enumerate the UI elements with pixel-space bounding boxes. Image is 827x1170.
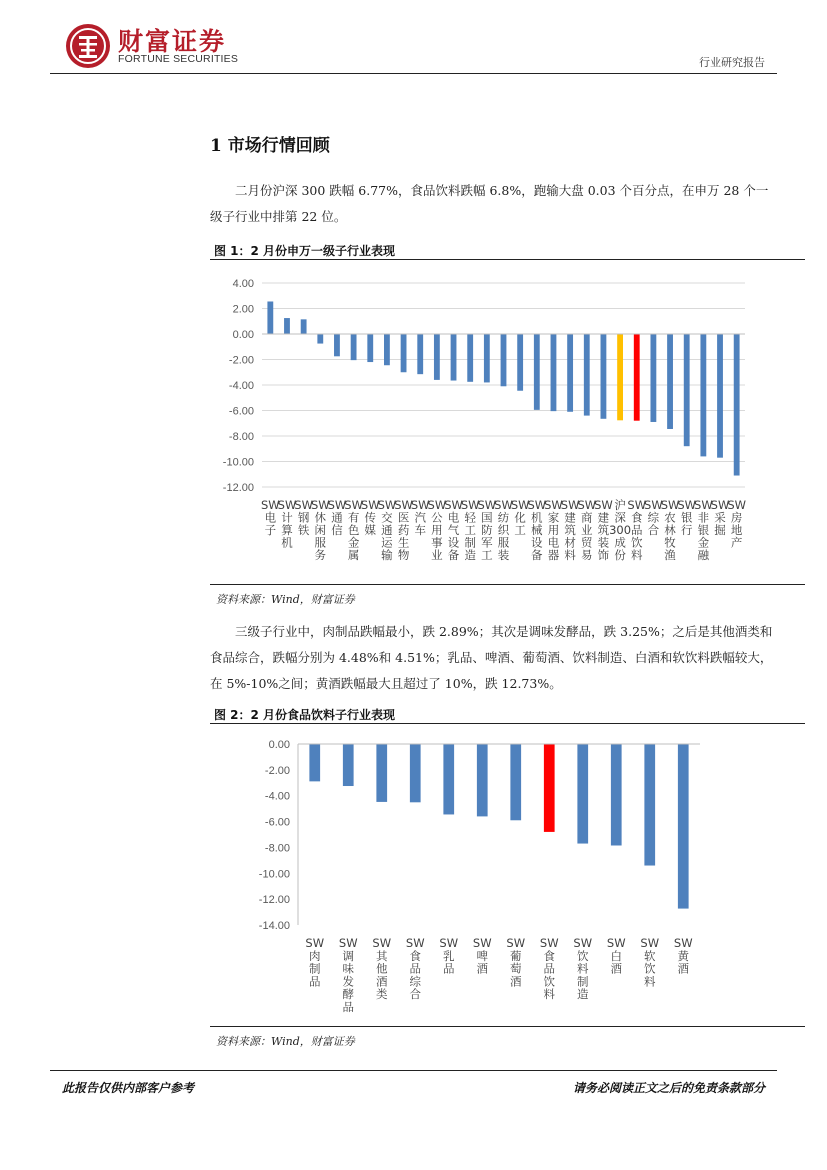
chart-food-beverage-subindustries: [210, 725, 805, 1025]
chart1-category-label: SW 计算机: [277, 498, 297, 550]
chart1-bar: [317, 334, 323, 344]
chart1-ytick-label: -10.00: [222, 456, 254, 469]
chart2-bar: [477, 744, 488, 816]
chart2-category-label: SW 乳品: [439, 936, 459, 976]
chart1-ytick-label: 0.00: [232, 329, 254, 341]
chart1-ytick-label: -8.00: [228, 431, 254, 443]
chart2-ytick-label: -12.00: [258, 894, 290, 907]
chart1-category-label: SW 电气设备: [444, 498, 463, 562]
chart1-bar: [501, 334, 507, 386]
chart2-category-label: SW 调味发酵品: [338, 936, 358, 1014]
chart1-category-label: SW 非银金融: [694, 498, 713, 562]
chart2-bar: [510, 744, 521, 820]
chart1-category-label: SW 医药生物: [394, 498, 413, 562]
chart1-category-label: 沪深 300 成份: [609, 498, 632, 562]
chart2-bar: [309, 744, 320, 781]
chart2-category-label: SW 其他酒类: [372, 936, 392, 1002]
chart2-bar: [577, 744, 588, 844]
chart1-bar: [551, 334, 557, 411]
chart2-category-label: SW 食品综合: [405, 936, 425, 1002]
chart1-category-label: SW 钢铁: [294, 498, 313, 537]
chart1-category-label: SW 商业贸易: [577, 498, 597, 562]
chart1-bar: [717, 334, 723, 458]
section-title: 1 市场行情回顾: [210, 136, 330, 156]
chart1-bar: [634, 334, 640, 421]
chart1-bar: [534, 334, 540, 410]
chart1-bar: [617, 334, 623, 420]
chart1-category-label: SW 农林牧渔: [660, 498, 680, 562]
chart1-ytick-label: 4.00: [232, 278, 254, 290]
chart1-bar: [734, 334, 740, 476]
chart1-bar: [367, 334, 373, 362]
chart1-category-label: SW 交通运输: [377, 498, 397, 562]
chart1-bar: [517, 334, 523, 391]
chart1-bar: [451, 334, 457, 381]
chart2-category-label: SW 饮料制造: [573, 936, 593, 1002]
chart1-category-label: SW 家用电器: [544, 498, 563, 562]
chart1-bar: [567, 334, 573, 412]
figure1-top-rule: [210, 259, 805, 260]
chart2-bar: [611, 744, 622, 845]
chart2-bar: [376, 744, 387, 802]
chart1-bar: [650, 334, 656, 422]
chart2-bar: [544, 744, 555, 832]
chart2-ytick-label: -6.00: [264, 816, 290, 829]
chart1-bar: [667, 334, 673, 429]
chart2-bar: [343, 744, 354, 786]
paragraph-market-review: 二月份沪深 300 跌幅 6.77%，食品饮料跌幅 6.8%，跑输大盘 0.03 个百分点，在申万 28 个一级子行业中排第 22 位。: [210, 183, 769, 224]
chart1-category-label: SW 机械设备: [527, 498, 547, 562]
chart1-bar: [484, 334, 490, 382]
chart1-category-label: SW 银行: [677, 498, 697, 537]
chart1-category-label: SW 轻工制造: [460, 498, 480, 562]
footer-internal-note: 此报告仅供内部客户参考: [62, 1081, 195, 1095]
chart2-category-label: SW 啤酒: [472, 936, 492, 976]
chart1-ytick-label: 2.00: [232, 303, 254, 316]
chart1-category-label: SW 纺织服装: [494, 498, 513, 562]
chart1-category-label: SW 有色金属: [344, 498, 363, 562]
chart1-bar: [401, 334, 407, 372]
chart1-bar: [684, 334, 690, 446]
report-type-label: 行业研究报告: [699, 56, 765, 69]
chart1-category-label: SW 通信: [327, 498, 347, 537]
chart2-bar: [410, 744, 421, 802]
chart2-category-label: SW 软饮料: [640, 936, 660, 989]
chart1-category-label: SW 建筑材料: [560, 498, 580, 562]
chart2-ytick-label: -4.00: [264, 790, 290, 803]
footer-divider: [50, 1070, 777, 1071]
chart1-ytick-label: -6.00: [228, 405, 254, 418]
chart1-bar: [267, 301, 273, 334]
company-logo: [64, 22, 112, 70]
figure2-title: 图 2：2 月份食品饮料子行业表现: [214, 708, 396, 722]
chart1-category-label: SW 传媒: [360, 498, 380, 537]
chart1-bar: [584, 334, 590, 416]
chart2-bar: [644, 744, 655, 866]
chart2-category-label: SW 葡萄酒: [506, 936, 526, 989]
chart1-ytick-label: -2.00: [228, 354, 254, 367]
chart1-bar: [301, 319, 307, 334]
chart1-category-label: SW 汽车: [410, 498, 430, 537]
chart2-ytick-label: -14.00: [258, 920, 290, 932]
chart2-ytick-label: -10.00: [258, 868, 290, 881]
chart2-category-label: SW 食品饮料: [539, 936, 559, 1002]
chart1-category-label: SW 休闲服务: [310, 498, 330, 562]
brand-name-en: FORTUNE SECURITIES: [118, 53, 239, 65]
chart1-bar: [467, 334, 473, 382]
figure2-top-rule: [210, 723, 805, 724]
chart1-ytick-label: -12.00: [222, 482, 254, 494]
chart1-bar: [384, 334, 390, 365]
chart2-bar: [443, 744, 454, 814]
figure2-bottom-rule: [210, 1026, 805, 1027]
chart1-category-label: SW 食品饮料: [627, 498, 647, 562]
chart1-category-label: SW 建筑装饰: [594, 498, 613, 562]
figure1-title: 图 1：2 月份申万一级子行业表现: [214, 244, 396, 258]
chart1-category-label: SW 采掘: [710, 498, 730, 537]
paragraph-subindustry: 三级子行业中，肉制品跌幅最小，跌 2.89%；其次是调味发酵品，跌 3.25%；之后是其他酒类和食品综合，跌幅分别为 4.48%和 4.51%；乳品、啤酒、葡萄酒、饮料制造、白酒和软饮料跌幅较大，在 5%-10%之间；黄酒跌幅最大且超过了 10%，跌 12.73%。: [210, 624, 773, 691]
chart-sw-level1-industries: [210, 262, 805, 584]
chart1-category-label: SW 电子: [260, 498, 280, 537]
chart1-category-label: SW 国防军工: [477, 498, 497, 562]
chart1-bar: [351, 334, 357, 360]
figure2-source: 资料来源：Wind，财富证券: [216, 1035, 355, 1048]
header-divider: [50, 73, 777, 74]
chart2-category-label: SW 肉制品: [305, 936, 325, 989]
chart1-category-label: SW 公用事业: [427, 498, 447, 562]
chart1-bar: [284, 318, 290, 334]
chart1-ytick-label: -4.00: [228, 380, 254, 392]
chart2-category-label: SW 黄酒: [673, 936, 693, 976]
chart2-bar: [678, 744, 689, 909]
chart1-bar: [434, 334, 440, 380]
chart1-category-label: SW 化工: [510, 498, 530, 537]
chart1-bar: [334, 334, 340, 356]
chart2-category-label: SW 白酒: [606, 936, 626, 976]
chart2-ytick-label: 0.00: [268, 739, 290, 751]
brand-name-cn: 财富证券: [118, 27, 227, 56]
chart1-bar: [700, 334, 706, 456]
chart1-bar: [417, 334, 423, 374]
figure1-bottom-rule: [210, 584, 805, 585]
chart1-bar: [601, 334, 607, 419]
chart2-ytick-label: -8.00: [264, 842, 290, 855]
figure1-source: 资料来源：Wind，财富证券: [216, 593, 355, 606]
chart2-ytick-label: -2.00: [264, 764, 290, 777]
footer-disclaimer-note: 请务必阅读正文之后的免责条款部分: [572, 1081, 765, 1095]
chart1-category-label: SW 综合: [644, 498, 663, 537]
chart1-category-label: SW 房地产: [727, 498, 747, 550]
